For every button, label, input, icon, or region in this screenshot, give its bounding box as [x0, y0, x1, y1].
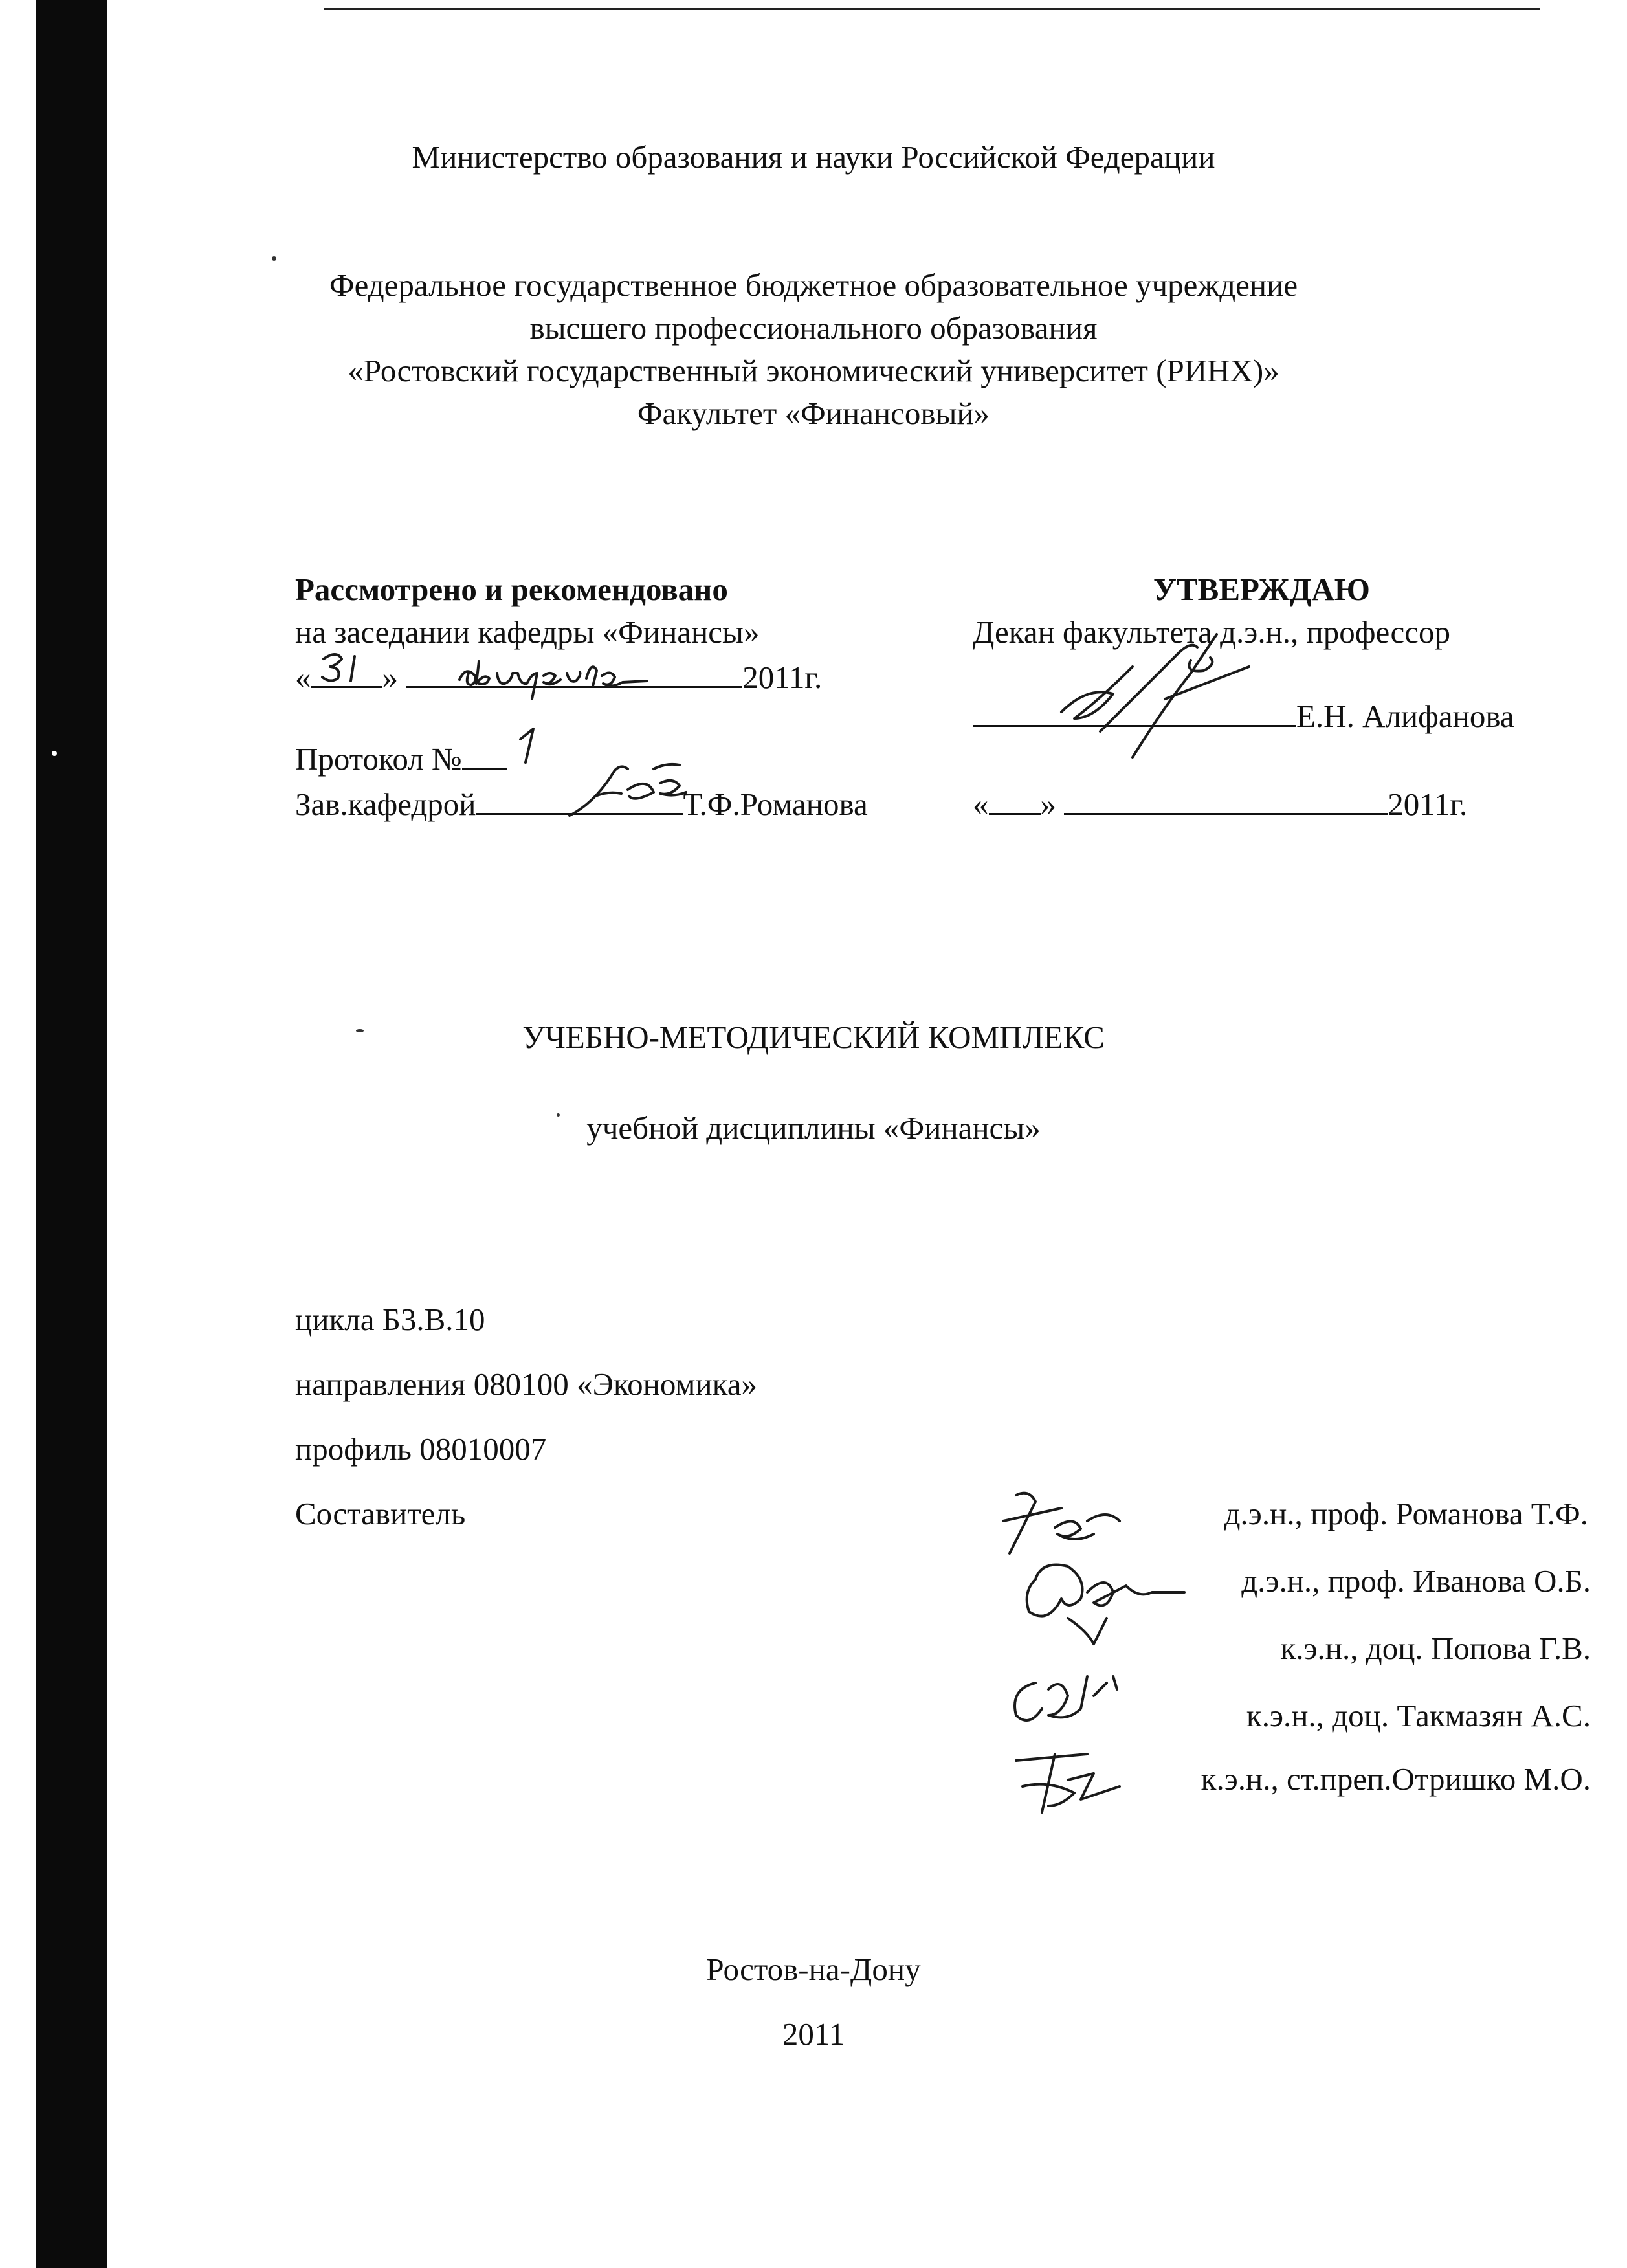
scan-speck [52, 751, 57, 756]
approval-left-meeting: на заседании кафедры «Финансы» [295, 614, 760, 650]
document-subtitle: учебной дисциплины «Финансы» [586, 1110, 1041, 1146]
handwritten-protocol-number [511, 725, 550, 770]
institution-line-3: «Ростовский государственный экономический университет (РИНХ)» [348, 353, 1279, 388]
author-line: к.э.н., доц. Такмазян А.С. [1246, 1698, 1591, 1733]
author-signature [997, 1735, 1139, 1825]
top-rule [324, 8, 1540, 10]
handwritten-month [453, 647, 667, 706]
protocol-line: Протокол № [295, 742, 507, 775]
direction-line: направления 080100 «Экономика» [295, 1366, 757, 1402]
author-line: к.э.н., доц. Попова Г.В. [1280, 1630, 1591, 1666]
head-of-department-line: Зав.кафедрой Т.Ф.Романова [295, 786, 868, 822]
compiler-label: Составитель [295, 1496, 466, 1531]
scan-speck [272, 256, 276, 261]
city-line: Ростов-на-Дону [706, 1951, 921, 1987]
approval-right-date: « » 2011г. [973, 786, 1468, 822]
faculty-line: Факультет «Финансовый» [637, 395, 990, 431]
year-line: 2011 [782, 2016, 845, 2052]
dean-signature [1035, 621, 1294, 770]
approval-right-dean: Декан факультета д.э.н., профессор [973, 614, 1450, 650]
head-of-department-signature [557, 757, 705, 828]
author-signature [1010, 1540, 1191, 1644]
author-line: д.э.н., проф. Романова Т.Ф. [1224, 1496, 1588, 1531]
institution-line-2: высшего профессионального образования [529, 310, 1098, 346]
cycle-line: цикла Б3.В.10 [295, 1302, 485, 1337]
scan-speck [557, 1113, 560, 1117]
author-line: к.э.н., ст.преп.Отришко М.О. [1201, 1761, 1591, 1797]
approval-right-heading: УТВЕРЖДАЮ [1153, 572, 1370, 607]
handwritten-day [317, 647, 375, 686]
profile-line: профиль 08010007 [295, 1431, 547, 1467]
approval-left-heading: Рассмотрено и рекомендовано [295, 572, 728, 607]
ministry-line: Министерство образования и науки Российской Федерации [412, 139, 1215, 175]
dean-name-line: Е.Н. Алифанова [973, 699, 1514, 732]
document-title: УЧЕБНО-МЕТОДИЧЕСКИЙ КОМПЛЕКС [522, 1019, 1105, 1055]
author-signature [997, 1657, 1126, 1735]
scan-speck [356, 1029, 364, 1032]
institution-line-1: Федеральное государственное бюджетное образовательное учреждение [329, 267, 1298, 303]
author-line: д.э.н., проф. Иванова О.Б. [1241, 1563, 1591, 1599]
approval-left-date: « » 2011г. [295, 660, 823, 695]
